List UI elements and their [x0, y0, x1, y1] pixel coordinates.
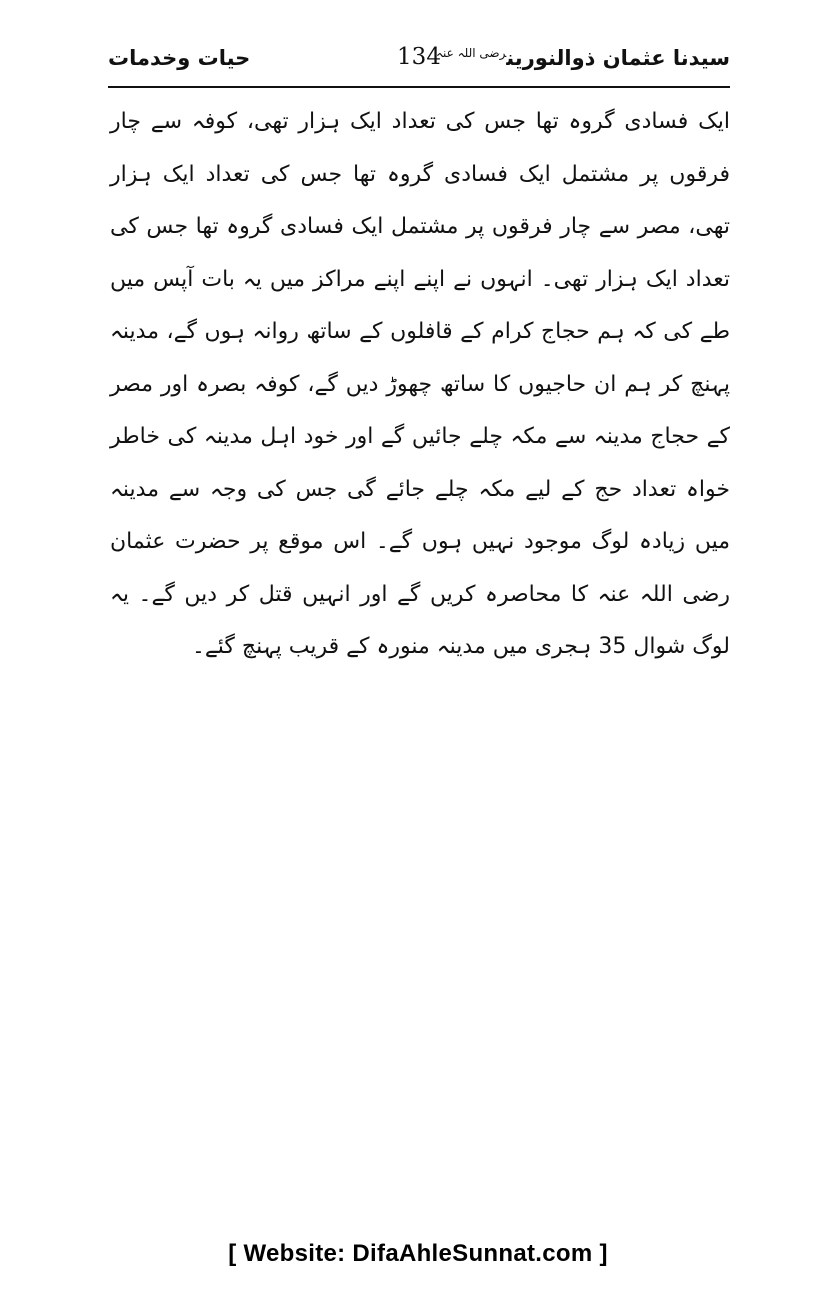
header-divider: [108, 86, 730, 88]
page-number: 134: [397, 44, 441, 70]
header-section-title: حیات وخدمات: [108, 46, 251, 70]
body-paragraph: ایک فسادی گروہ تھا جس کی تعداد ایک ہزار تھی، کوفہ سے چار فرقوں پر مشتمل ایک فسادی گروہ تھا جس کی تعداد ایک ہزار تھی، مصر سے چار فرقوں پر مشتمل ایک فسادی گروہ تھا جس کی تعداد ایک ہزار تھی۔ انہوں نے اپنے اپنے مراکز میں یہ بات آپس میں طے کی کہ ہم حجاج کرام کے قافلوں کے ساتھ روانہ ہوں گے، مدینہ پہنچ کر ہم ان حاجیوں کا ساتھ چھوڑ دیں گے، کوفہ بصرہ اور مصر کے حجاج مدینہ سے مکہ چلے جائیں گے اور خود اہل مدینہ کی خاطر خواہ تعداد حج کے لیے مکہ چلے جائے گی جس کی وجہ سے مدینہ میں زیادہ لوگ موجود نہیں ہوں گے۔ اس موقع پر حضرت عثمان رضی اللہ عنہ کا محاصرہ کریں گے اور انہیں قتل کر دیں گے۔ یہ لوگ شوال 35 ہجری میں مدینہ منورہ کے قریب پہنچ گئے۔: [110, 109, 731, 659]
website-footer: [ Website: DifaAhleSunnat.com ]: [228, 1240, 608, 1267]
running-header: [108, 40, 730, 88]
header-honorific: رضی اللہ عنہ: [435, 46, 507, 60]
header-book-title: سیدنا عثمان ذوالنورین: [506, 46, 730, 70]
